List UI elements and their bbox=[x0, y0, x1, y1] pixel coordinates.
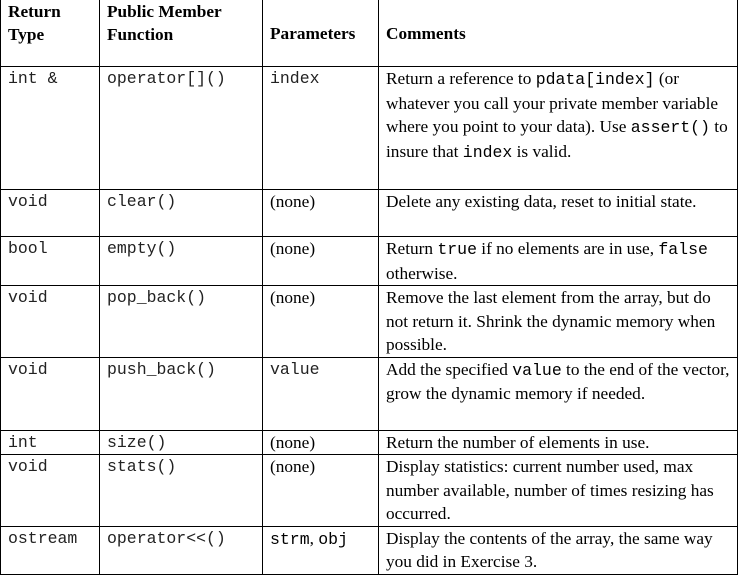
parameters-cell: (none) bbox=[263, 430, 379, 455]
table-row bbox=[1, 357, 738, 430]
comment-cell bbox=[379, 430, 738, 455]
text-run: , bbox=[309, 528, 319, 548]
function-cell: push_back() bbox=[100, 357, 263, 430]
table-row bbox=[1, 237, 738, 286]
comment-cell bbox=[379, 286, 738, 358]
comment-cell bbox=[379, 237, 738, 286]
code-token: value bbox=[512, 360, 562, 380]
text-run: otherwise. bbox=[386, 263, 458, 283]
parameters-cell: (none) bbox=[263, 286, 379, 358]
header-comments: Comments bbox=[379, 0, 738, 67]
table-row bbox=[1, 190, 738, 237]
text-run: to insure that bbox=[386, 117, 728, 161]
table-row bbox=[1, 286, 738, 358]
parameters-cell: (none) bbox=[263, 190, 379, 237]
function-cell: empty() bbox=[100, 237, 263, 286]
parameters-cell: value bbox=[263, 357, 379, 430]
text-run: Remove the last element from the array, but do not return it. Shrink the dynamic memory when possible. bbox=[386, 288, 716, 354]
comment-cell bbox=[379, 526, 738, 574]
function-cell: size() bbox=[100, 430, 263, 455]
header-return-type: Return Type bbox=[1, 0, 100, 67]
text-run: is valid. bbox=[512, 141, 572, 161]
return-type-cell: int & bbox=[1, 67, 100, 190]
return-type-cell: void bbox=[1, 190, 100, 237]
text-run: Return the number of elements in use. bbox=[386, 432, 650, 452]
parameters-cell: index bbox=[263, 67, 379, 190]
comment-cell bbox=[379, 455, 738, 527]
comment-cell bbox=[379, 67, 738, 190]
text-run: Display the contents of the array, the same way you did in Exercise 3. bbox=[386, 528, 713, 571]
return-type-cell: void bbox=[1, 357, 100, 430]
header-function: Public Member Function bbox=[100, 0, 263, 67]
comment-cell bbox=[379, 357, 738, 430]
function-cell: clear() bbox=[100, 190, 263, 237]
code-token: obj bbox=[318, 529, 348, 549]
text-run: Return bbox=[386, 239, 438, 258]
text-run: (or whatever you call your private member variable where you point to your data). Use bbox=[386, 69, 719, 136]
code-token: false bbox=[658, 240, 708, 259]
text-run: Delete any existing data, reset to initial state. bbox=[386, 192, 697, 211]
parameters-cell: (none) bbox=[263, 455, 379, 527]
code-token: index bbox=[462, 142, 513, 162]
return-type-cell: void bbox=[1, 455, 100, 527]
parameters-cell: (none) bbox=[263, 237, 379, 286]
return-type-cell: bool bbox=[1, 237, 100, 286]
header-parameters: Parameters bbox=[263, 0, 379, 67]
text-run: Return a reference to bbox=[386, 69, 536, 88]
table-header-row bbox=[1, 0, 738, 67]
code-token: assert() bbox=[630, 118, 710, 137]
comment-cell bbox=[379, 190, 738, 237]
text-run: Add the specified bbox=[386, 359, 513, 379]
code-token: pdata[index] bbox=[535, 70, 655, 89]
text-run: if no elements are in use, bbox=[476, 239, 659, 258]
parameters-cell bbox=[263, 526, 379, 574]
function-cell: pop_back() bbox=[100, 286, 263, 358]
function-cell: stats() bbox=[100, 455, 263, 527]
table-row bbox=[1, 430, 738, 455]
table-row bbox=[1, 455, 738, 527]
return-type-cell: ostream bbox=[1, 526, 100, 574]
code-token: strm bbox=[270, 529, 310, 549]
function-cell: operator[]() bbox=[100, 67, 263, 190]
function-cell: operator<<() bbox=[100, 526, 263, 574]
return-type-cell: int bbox=[1, 430, 100, 455]
code-token: true bbox=[437, 240, 477, 259]
table-row bbox=[1, 526, 738, 574]
return-type-cell: void bbox=[1, 286, 100, 358]
text-run: to the end of the vector, grow the dynamic memory if needed. bbox=[386, 359, 730, 403]
table-row bbox=[1, 67, 738, 190]
text-run: Display statistics: current number used, max number available, number of times resizing has occurred. bbox=[386, 457, 714, 523]
